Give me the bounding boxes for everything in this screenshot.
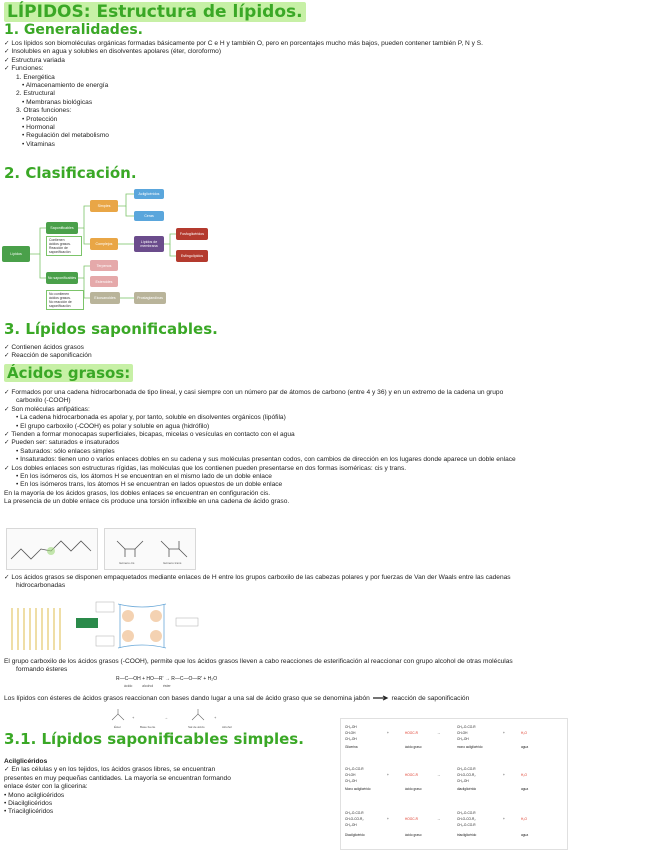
text-line: enlace éster con la glicerina: xyxy=(4,783,88,791)
reaction-plus: + xyxy=(503,773,505,777)
reaction-chem: H₂O xyxy=(521,773,528,777)
section-2-title: 2. Clasificación. xyxy=(4,164,137,182)
reaction-chem: CH-OH xyxy=(457,731,468,735)
svg-text:+: + xyxy=(214,715,217,720)
reaction-label: Glicerina xyxy=(345,745,358,749)
cis-trans-image xyxy=(104,528,196,570)
reaction-chem: HOOC-R xyxy=(405,731,418,735)
label-base: Base fuerte xyxy=(140,725,156,729)
text-line: ✓ En las células y en los tejidos, los ácidos grasos libres, se encuentran xyxy=(4,766,216,774)
reaction-arrow: → xyxy=(437,817,441,821)
reaction-chem: CH₂-O-CO-R xyxy=(457,767,476,771)
svg-text:→: → xyxy=(164,715,168,720)
section-31-body xyxy=(4,758,231,817)
text-line: • La cadena hidrocarbonada es apolar y, por tanto, soluble en disolventes orgánicos (lipófila) xyxy=(16,414,286,422)
fatty-acid-chain-image xyxy=(6,528,98,570)
reaction-chem: HOOC-R xyxy=(405,773,418,777)
reaction-chem: CH₂-O-CO-R xyxy=(345,811,364,815)
packing-drawing xyxy=(6,598,206,654)
text-line: carboxilo (-COOH) xyxy=(16,397,71,405)
text-line: ✓ Funciones: xyxy=(4,65,44,73)
reaction-chem: CH₂-OH xyxy=(345,725,357,729)
reaction-chem: CH₂-OH xyxy=(345,737,357,741)
node-lipidos: Lípidos xyxy=(2,246,30,262)
reaction-plus: + xyxy=(503,731,505,735)
text-line: ✓ Son moléculas anfipáticas: xyxy=(4,405,90,413)
function-item: • Hormonal xyxy=(22,124,55,132)
text-line: ✓ Reacción de saponificación xyxy=(4,352,92,360)
note-saponificables: Contienen ácidos grasos. Reacción de saponificación xyxy=(46,236,82,256)
text-line: ✓ Contienen ácidos grasos xyxy=(4,344,84,351)
function-label: 3. Otras funciones: xyxy=(16,107,72,115)
reaction-chem: CH₂-O-CO-R xyxy=(345,767,364,771)
reaction-arrow: → xyxy=(437,773,441,777)
reaction-label: diacilglicérido xyxy=(457,787,477,791)
node-prostaglandinas: Prostaglandinas xyxy=(134,292,166,304)
function-item: • Vitaminas xyxy=(22,140,55,148)
text-line: • El grupo carboxilo (-COOH) es polar y soluble en agua (hidrófilo) xyxy=(16,422,210,430)
text-line: • Saturados: sólo enlaces simples xyxy=(16,447,115,455)
node-simples: Simples xyxy=(90,200,118,212)
text-line: ✓ Estructura variada xyxy=(4,56,65,64)
section-1-title: 1. Generalidades. xyxy=(4,22,143,38)
label-ester: Éster xyxy=(114,725,122,729)
function-label: 2. Estructural xyxy=(16,90,55,98)
node-lipidos-membrana: Lípidos de membrana xyxy=(134,236,164,252)
text-line: ✓ Formados por una cadena hidrocarbonada de tipo lineal, y casi siempre con un número par de átomos de carbono (entre 4 y 36) y en un extremo de la cadena un grupo xyxy=(4,389,504,396)
reaction-chem: CH₂-OH xyxy=(457,737,469,741)
reaction-label: agua xyxy=(521,833,529,837)
text-line: ✓ Insolubles en agua y solubles en disolventes apolares (éter, cloroformo) xyxy=(4,48,222,56)
acylglyceride-reactions xyxy=(340,718,568,850)
reaction-plus: + xyxy=(503,817,505,821)
reaction-plus: + xyxy=(387,773,389,777)
reaction-chem: CH-O-CO-R₂ xyxy=(457,773,476,777)
note-no-saponificables: No contienen ácidos grasos. No reacción de saponificación xyxy=(46,290,84,310)
reaction-label: agua xyxy=(521,745,529,749)
reaction-label: mono acilglicérido xyxy=(457,745,483,749)
node-fosfogliceridos: Fosfoglicéridos xyxy=(176,228,208,240)
reaction-chem: CH-O-CO-R₂ xyxy=(345,817,364,821)
node-ceras: Ceras xyxy=(134,211,164,221)
label-sal: Sal de ácido xyxy=(188,725,205,729)
section-31-title: 3.1. Lípidos saponificables simples. xyxy=(4,730,304,748)
reaction-label: ácido graso xyxy=(405,833,422,837)
acidos-body-1 xyxy=(4,389,652,507)
chain-drawing xyxy=(7,529,97,569)
acidos-body-3 xyxy=(4,658,513,675)
text-line: ✓ Los dobles enlaces son estructuras rígidas, las moléculas que los contienen pueden presentarse en dos formas isoméricas: cis y trans. xyxy=(4,464,407,472)
text-line: La presencia de un doble enlace cis produce una torsión inflexible en una cadena de ácido graso. xyxy=(4,498,290,506)
node-esteroides: Esteroides xyxy=(90,276,118,287)
reaction-chem: CH-OH xyxy=(345,773,356,777)
function-item: • Regulación del metabolismo xyxy=(22,132,109,140)
ester-formula: R—C—OH + HO—R' → R—C—O—R' + H₂O xyxy=(116,676,218,682)
classification-diagram xyxy=(0,186,220,320)
reaction-chem: HOOC-R xyxy=(405,817,418,821)
arrow-icon xyxy=(372,695,390,701)
node-saponificables: Saponificables xyxy=(46,222,78,234)
text-line: • Mono acilglicéridos xyxy=(4,791,65,799)
reaction-arrow: → xyxy=(437,731,441,735)
reaction-chem: CH₂-O-CO-R xyxy=(457,823,476,827)
node-complejos: Complejos xyxy=(90,238,118,250)
text-line: • Diacilglicéridos xyxy=(4,800,53,808)
subtitle: Acilglicéridos xyxy=(4,758,48,765)
caption-trans: Isómero trans xyxy=(163,561,182,565)
text-line: presentes en muy pequeñas cantidades. La mayoría se encuentran formando xyxy=(4,774,231,782)
reaction-chem: CH-OH xyxy=(345,731,356,735)
node-esfingolipidos: Esfingolípidos xyxy=(176,250,208,262)
text-line: El grupo carboxilo de los ácidos grasos (-COOH), permite que los ácidos grasos lleven a cabo reacciones de esterificación al reaccionar con grupo alcohol de otras moléculas xyxy=(4,658,513,665)
reaction-plus: + xyxy=(387,731,389,735)
reaction-chem: CH-O-CO-R₂ xyxy=(457,817,476,821)
reaction-label: ácido graso xyxy=(405,745,422,749)
reaction-label: triacilglicérido xyxy=(457,833,477,837)
section-1-body xyxy=(4,40,483,149)
node-terpenos: Terpenos xyxy=(90,260,118,271)
reaction-label: Diacilglicérido xyxy=(345,833,365,837)
section-3-body xyxy=(4,344,92,361)
packing-image xyxy=(6,598,206,654)
reaction-plus: + xyxy=(387,817,389,821)
text-line: formando ésteres xyxy=(16,666,68,674)
reaction-label: agua xyxy=(521,787,529,791)
node-acilgliceridos: Acilglicéridos xyxy=(134,189,164,199)
text-line: • Triacilglicéridos xyxy=(4,808,54,816)
reaction-chem: H₂O xyxy=(521,817,528,821)
reaction-label: Mono acilglicérido xyxy=(345,787,371,791)
function-item: • Almacenamiento de energía xyxy=(22,82,109,90)
reaction-label: ácido graso xyxy=(405,787,422,791)
text-line: • Insaturados: tienen uno o varios enlaces dobles en su cadena y sus moléculas presentan codos, con cambios de dirección en los lugares donde aparece un doble enlace xyxy=(16,456,516,464)
reaction-chem: H₂O xyxy=(521,731,528,735)
saponification-line: Los lípidos con ésteres de ácidos grasos reaccionan con bases dando lugar a una sal de ácido graso que se denomina jabón reacción de saponificación xyxy=(4,695,470,702)
label-alcohol: Alcohol xyxy=(222,725,232,729)
node-eicosanoides: Eicosanoides xyxy=(90,292,120,304)
caption-cis: Isómero cis xyxy=(119,561,135,565)
saponification-diagram xyxy=(104,706,244,732)
function-label: 1. Energética xyxy=(16,73,55,81)
text-line: ✓ Los lípidos son biomoléculas orgánicas formadas básicamente por C e H y también O, pero en porcentajes mucho más bajos, pueden contener también P, N y S. xyxy=(4,40,483,47)
function-item: • Membranas biológicas xyxy=(22,98,93,106)
page-title: LÍPIDOS: Estructura de lípidos. xyxy=(4,2,306,22)
text-line: ✓ Los ácidos grasos se disponen empaquetados mediante enlaces de H entre los grupos carboxilo de las cabezas polares y por fuerzas de Van der Waals entre las cadenas xyxy=(4,574,511,581)
reaction-chem: CH₂-O-CO-R xyxy=(457,725,476,729)
acidos-title: Ácidos grasos: xyxy=(4,364,133,382)
text-line: • En los isómeros cis, los átomos H se encuentran en el mismo lado de un doble enlace xyxy=(16,473,272,481)
ester-labels: ácido alcohol éster xyxy=(124,684,171,688)
reaction-chem: CH₂-OH xyxy=(457,779,469,783)
reaction-chem: CH₂-O-CO-R xyxy=(457,811,476,815)
text-line: • En los isómeros trans, los átomos H se encuentran en lados opuestos de un doble enlace xyxy=(16,481,283,489)
section-3-title: 3. Lípidos saponificables. xyxy=(4,320,218,338)
text-line: ✓ Tienden a formar monocapas superficiales, bicapas, micelas o vesículas en contacto con el agua xyxy=(4,431,295,439)
function-item: • Protección xyxy=(22,115,58,123)
text-line: hidrocarbonadas xyxy=(16,582,66,590)
text-line: En la mayoría de los ácidos grasos, los dobles enlaces se encuentran en configuración cis. xyxy=(4,489,271,497)
node-no-saponificables: No saponificables xyxy=(46,272,78,284)
acidos-body-2 xyxy=(4,574,511,591)
text-line: ✓ Pueden ser: saturados e insaturados xyxy=(4,439,120,447)
reaction-chem: CH₂-OH xyxy=(345,823,357,827)
svg-text:+: + xyxy=(132,715,135,720)
reaction-chem: CH₂-OH xyxy=(345,779,357,783)
